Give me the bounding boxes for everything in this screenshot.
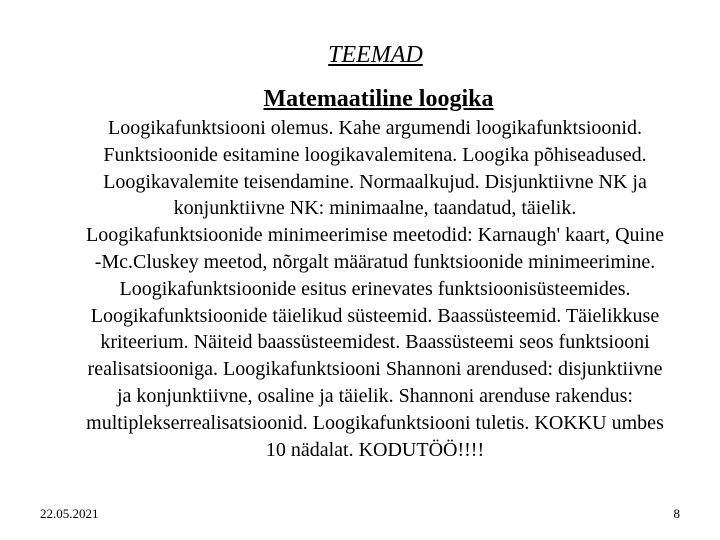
body-line: ja konjunktiivne, osaline ja täielik. Shannoni arenduse rakendus: [117,384,633,407]
slide-body-text [50,115,700,463]
body-line: Funktsioonide esitamine loogikavalemitena. Loogika põhiseadused. [103,143,647,166]
body-line: konjunktiivne NK: minimaalne, taandatud, täielik. [173,197,577,220]
body-line: Loogikafunktsiooni olemus. Kahe argumendi loogikafunktsioonid. [107,117,642,139]
body-line: Loogikafunktsioonide minimeerimise meetodid: Karnaugh' kaart, Quine [86,224,664,247]
footer-date: 22.05.2021 [40,506,99,521]
body-line: multiplekserrealisatsioonid. Loogikafunktsiooni tuletis. KOKKU umbes [86,411,664,434]
body-line: 10 nädalat. KODUTÖÖ!!!! [265,438,485,461]
body-line: Loogikavalemite teisendamine. Normaalkujud. Disjunktiivne NK ja [103,170,647,193]
body-line: -Mc.Cluskey meetod, nõrgalt määratud funktsioonide minimeerimine. [94,250,656,273]
slide-title: TEEMAD [328,42,423,68]
body-line: kriteerium. Näiteid baassüsteemidest. Baassüsteemi seos funktsiooni [100,331,650,354]
page-number: 8 [673,506,680,521]
body-line: realisatsiooniga. Loogikafunktsiooni Shannoni arendused: disjunktiivne [87,358,663,381]
body-line: Loogikafunktsioonide täielikud süsteemid. Baassüsteemid. Täielikkuse [90,304,660,327]
body-line: Loogikafunktsioonide esitus erinevates funktsioonisüsteemides. [119,277,631,300]
slide-subtitle: Matemaatiline loogika [263,86,494,112]
